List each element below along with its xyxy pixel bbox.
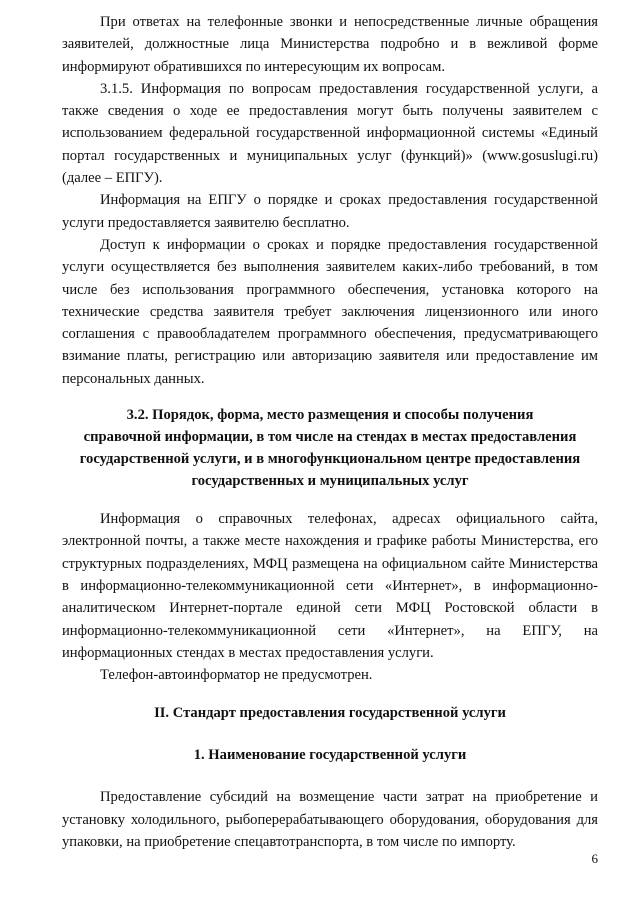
paragraph-access-info: Доступ к информации о сроках и порядке предоставления государственной услуги осуществляется без выполнения заявителем каких-либо требований, в том числе без использования программного обеспечения, установка которого на технические средства заявителя требует заключения лицензионного или иного соглашения с правообладателем программного обеспечения, предусматривающего взимание платы, регистрацию или авторизацию заявителя или предоставление им персональных данных.: [62, 236, 598, 387]
paragraph-autoinformer: Телефон-автоинформатор не предусмотрен.: [100, 667, 373, 684]
page-number: 6: [591, 851, 598, 866]
section-heading-ii: II. Стандарт предоставления государственной услуги: [154, 705, 506, 722]
heading-3-2-line-4: государственных и муниципальных услуг: [191, 473, 469, 490]
heading-3-2-line-2: справочной информации, в том числе на стендах в местах предоставления: [83, 429, 577, 446]
paragraph-phone-inquiries: При ответах на телефонные звонки и непосредственные личные обращения заявителей, должностные лица Министерства подробно и в вежливой форме информируют обратившихся по интересующим их вопросам.: [62, 14, 598, 75]
heading-3-2: [62, 404, 598, 492]
paragraph-free-info: Информация на ЕПГУ о порядке и сроках предоставления государственной услуги предоставляется заявителю бесплатно.: [62, 192, 598, 231]
paragraph-service-name: Предоставление субсидий на возмещение части затрат на приобретение и установку холодильного, рыбоперерабатывающего оборудования, оборудования для упаковки, на приобретение спецавтотранспорта, в том числе по импорту.: [62, 789, 598, 851]
paragraph-3-1-5: 3.1.5. Информация по вопросам предоставления государственной услуги, а также сведения о ходе ее предоставления могут быть получены заявителем с использованием федеральной государственной информационной системы «Единый портал государственных и муниципальных услуг (функций)» (www.gosuslugi.ru) (далее – ЕПГУ).: [62, 80, 598, 187]
subsection-heading-1: 1. Наименование государственной услуги: [193, 747, 467, 764]
heading-3-2-line-1: 3.2. Порядок, форма, место размещения и способы получения: [126, 407, 534, 424]
heading-3-2-line-3: государственной услуги, и в многофункциональном центре предоставления: [79, 451, 581, 468]
paragraph-reference-info: Информация о справочных телефонах, адресах официального сайта, электронной почты, а также месте нахождения и графике работы Министерства, его структурных подразделениях, МФЦ размещена на официальном сайте Министерства в информационно-телекоммуникационной сети «Интернет», в информационно-аналитическом Интернет-портале единой сети МФЦ Ростовской области в информационно-телекоммуникационной сети «Интернет», на ЕПГУ, на информационных стендах в местах предоставления услуги.: [62, 511, 598, 661]
page-content: [62, 11, 598, 853]
